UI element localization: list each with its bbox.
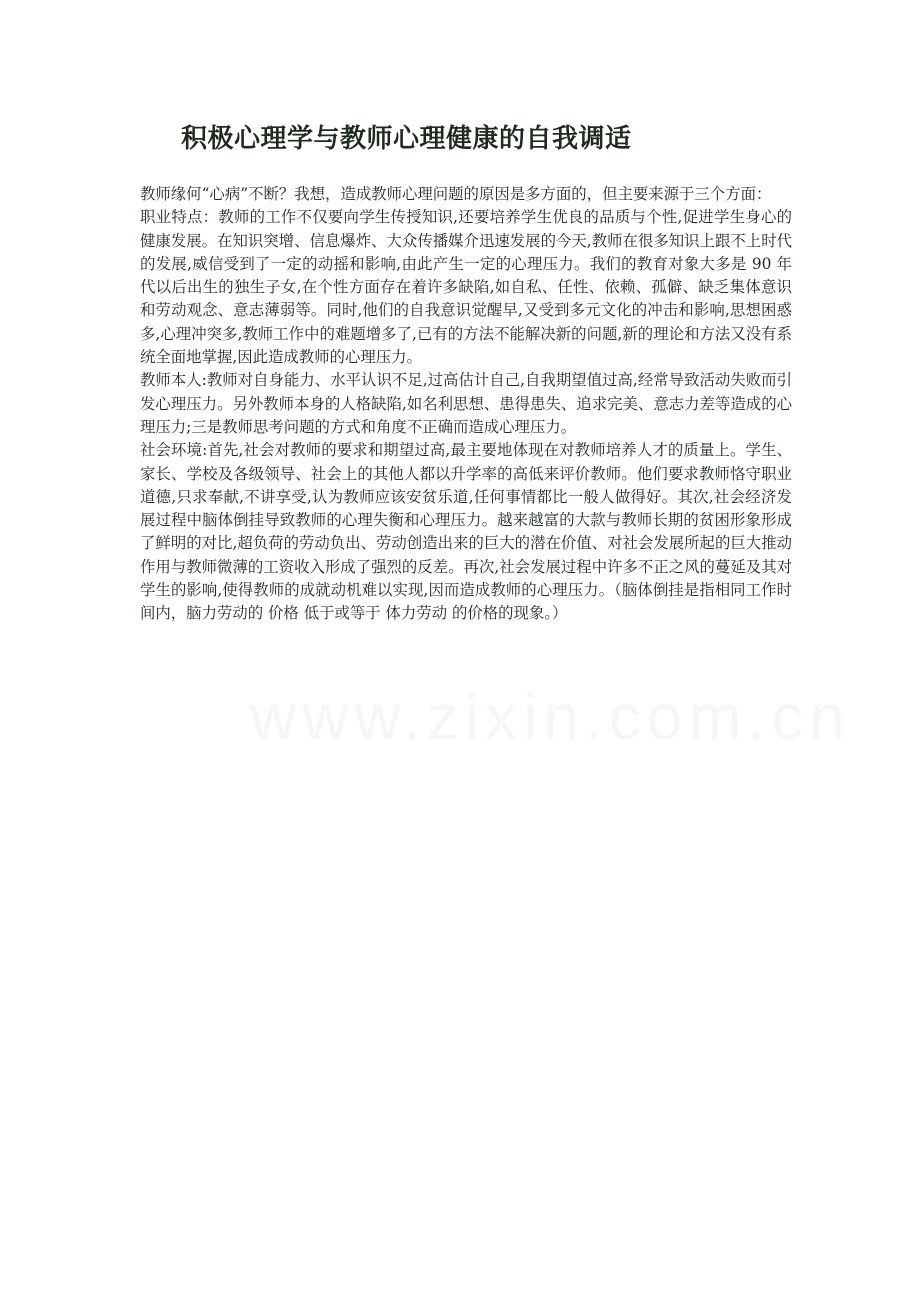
paragraph-teacher-self: 教师本人:教师对自身能力、水平认识不足,过高估计自己,自我期望值过高,经常导致活动失败而引发心理压力。另外教师本身的人格缺陷,如名利思想、患得患失、追求完美、意志力差等造成的心理压力;三是教师思考问题的方式和角度不正确而造成心理压力。 [140,371,792,436]
document-body [140,183,792,626]
intro-paragraph: 教师缘何“心病”不断？我想，造成教师心理问题的原因是多方面的，但主要来源于三个方面： [140,185,772,203]
document-title: 积极心理学与教师心理健康的自我调适 [181,124,632,154]
paragraph-social-environment: 社会环境:首先,社会对教师的要求和期望过高,最主要地体现在对教师培养人才的质量上。学生、家长、学校及各级领导、社会上的其他人都以升学率的高低来评价教师。他们要求教师恪守职业道德,只求奉献,不讲享受,认为教师应该安贫乐道,任何事情都比一般人做得好。其次,社会经济发展过程中脑体倒挂导致教师的心理失衡和心理压力。越来越富的大款与教师长期的贫困形象形成了鲜明的对比,超负荷的劳动负出、劳动创造出来的巨大的潜在价值、对社会发展所起的巨大推动作用与教师微薄的工资收入形成了强烈的反差。再次,社会发展过程中许多不正之风的蔓延及其对学生的影响,使得教师的成就动机难以实现,因而造成教师的心理压力。（脑体倒挂是指相同工作时间内，脑力劳动的 价格 低于或等于 体力劳动 的价格的现象。） [140,441,792,623]
paragraph-occupational-traits: 职业特点：教师的工作不仅要向学生传授知识,还要培养学生优良的品质与个性,促进学生身心的健康发展。在知识突增、信息爆炸、大众传播媒介迅速发展的今天,教师在很多知识上跟不上时代的发展,威信受到了一定的动摇和影响,由此产生一定的心理压力。我们的教育对象大多是 90 年代以后出生的独生子女,在个性方面存在着许多缺陷,如自私、任性、依赖、孤僻、缺乏集体意识和劳动观念、意志薄弱等。同时,他们的自我意识觉醒早,又受到多元文化的冲击和影响,思想困惑多,心理冲突多,教师工作中的难题增多了,已有的方法不能解决新的问题,新的理论和方法又没有系统全面地掌握,因此造成教师的心理压力。 [140,208,792,367]
watermark [250,680,851,754]
